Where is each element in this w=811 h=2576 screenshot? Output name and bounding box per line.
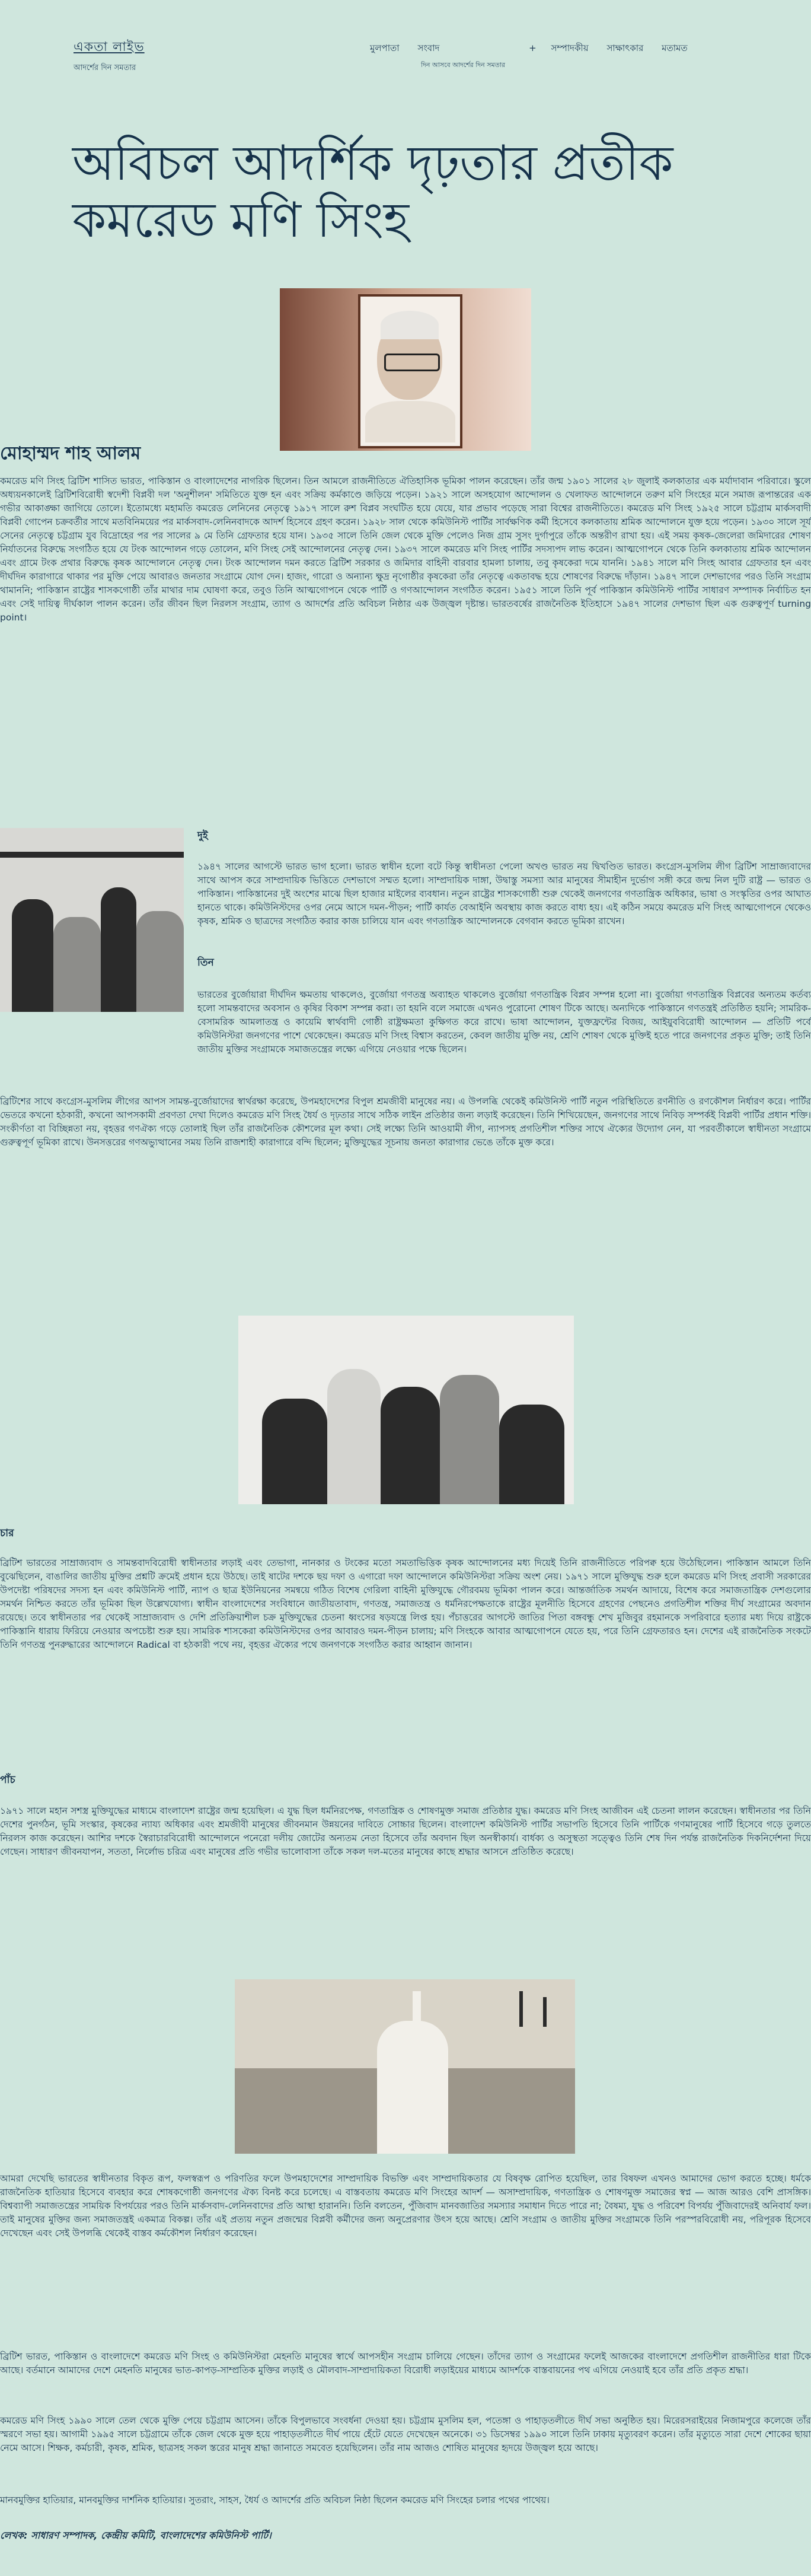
nav-item-opinion[interactable]: মতামত [662, 43, 688, 53]
site-logo[interactable]: একতা লাইভ [74, 40, 145, 55]
section-5-body-cont-3: কমরেড মণি সিংহ ১৯৯০ সালে তেল থেকে মুক্তি পেয়ে চট্টগ্রাম আসেন। তাঁকে বিপুলভাবে সংবর্ধনা দেওয়া হয়। চট্টগ্রাম মুসলিম হল, পতেঙ্গা ও পাহাড়তলীতে দীর্ঘ সভা অনুষ্ঠিত হয়। মিরেরসরাইয়ের নিজামপুরে কলেজে তাঁর স্মরণে সভা হয়। আগামী ১৯৯৫ সালে চট্টগ্রামে তাঁকে জেল থেকে মুক্ত হয়ে পাহাড়তলীতে দীর্ঘ পায়ে হেঁটে যেতে দেখেছেন অনেকে। ৩১ ডিসেম্বর ১৯৯০ সালে তিনি ঢাকায় মৃত্যুবরণ করেন। তাঁর মৃত্যুতে সারা দেশে শোকের ছায়া নেমে আসে। শিক্ষক, কর্মচারী, কৃষক, শ্রমিক, ছাত্রসহ সকল স্তরের মানুষ শ্রদ্ধা জানাতে সমবেত হয়েছিলেন। তাঁর নাম আজও শোষিত মানুষের হৃদয়ে উজ্জ্বল হয়ে আছে। [0, 2415, 811, 2453]
closing-paragraph: মানবমুক্তির হাতিয়ার, মানবমুক্তির দার্শনিক হাতিয়ার। সুতরাং, সাহস, ধৈর্য ও আদর্শের প্রতি অবিচল নিষ্ঠা ছিলেন কমরেড মণি সিংহের চলার পথের পাথেয়। [0, 2495, 550, 2505]
portrait-image [280, 288, 531, 451]
author-byline: লেখক: সাধারণ সম্পাদক, কেন্দ্রীয় কমিটি, বাংলাদেশের কমিউনিস্ট পার্টি। [0, 2530, 272, 2541]
section-heading-4: চার [0, 1527, 14, 1539]
nav-item-editorial[interactable]: সম্পাদকীয় [551, 43, 589, 53]
nav-item-home[interactable]: মুলপাতা [370, 43, 400, 53]
article-author: মোহাম্মদ শাহ আলম [0, 443, 141, 464]
section-3-body-cont: ব্রিটিশের সাথে কংগ্রেস-মুসলিম লীগের আপস সামন্ত-বুর্জোয়াদের স্বার্থরক্ষা করেছে, উপমহাদেশের বিপুল শ্রমজীবী মানুষের নয়। এ উপলব্ধি থেকেই কমিউনিস্ট পার্টি নতুন পরিস্থিতিতে রণনীতি ও রণকৌশল নির্ধারণ করে। পার্টির ভেতরে কখনো হঠকারী, কখনো আপসকামী প্রবণতা দেখা দিলেও কমরেড মণি সিংহ ধৈর্য ও দৃঢ়তার সাথে সঠিক লাইন প্রতিষ্ঠার জন্য লড়াই করেছেন। তিনি শিখিয়েছেন, জনগণের সাথে নিবিড় সম্পর্কই বিপ্লবী পার্টির প্রধান শক্তি। সংকীর্ণতা বা বিচ্ছিন্নতা নয়, বৃহত্তর গণঐক্য গড়ে তোলাই ছিল তাঁর রাজনৈতিক কৌশলের মূল কথা। সেই লক্ষ্যে তিনি আওয়ামী লীগ, ন্যাপসহ প্রগতিশীল শক্তির সাথে ঐক্যের উদ্যোগ নেন, যা পরবর্তীকালে স্বাধীনতা সংগ্রামে গুরুত্বপূর্ণ ভূমিকা রাখে। উনসত্তরের গণঅভ্যুত্থানের সময় তিনি রাজশাহী কারাগারে বন্দি ছিলেন; মুক্তিযুদ্ধের সূচনায় জনতা কারাগার ভেঙে তাঁকে মুক্ত করে। [0, 1096, 811, 1148]
section-5-body-cont: আমরা দেখেছি ভারতের স্বাধীনতার বিকৃত রূপ, ফলস্বরূপ ও পরিণতির ফলে উপমহাদেশের সাম্প্রদায়িক বিভক্তি এবং সাম্প্রদায়িকতার যে বিষবৃক্ষ রোপিত হয়েছিল, তার বিষফল এখনও আমাদের ভোগ করতে হচ্ছে। ধর্মকে রাজনৈতিক হাতিয়ার হিসেবে ব্যবহার করে শোষকগোষ্ঠী জনগণের ঐক্য বিনষ্ট করে চলেছে। এ বাস্তবতায় কমরেড মণি সিংহের আদর্শ — অসাম্প্রদায়িক, গণতান্ত্রিক ও শোষণমুক্ত সমাজের স্বপ্ন — আজ আরও বেশি প্রাসঙ্গিক। বিশ্বব্যাপী সমাজতন্ত্রের সাময়িক বিপর্যয়ের পরও তিনি মার্কসবাদ-লেনিনবাদের প্রতি আস্থা হারাননি। তিনি বলতেন, পুঁজিবাদ মানবজাতির সমস্যার সমাধান দিতে পারে না; বৈষম্য, যুদ্ধ ও পরিবেশ বিপর্যয় পুঁজিবাদেরই অনিবার্য ফল। তাই মানুষের মুক্তির জন্য সমাজতন্ত্রই একমাত্র বিকল্প। তাঁর এই প্রত্যয় নতুন প্রজন্মের বিপ্লবী কর্মীদের জন্য অনুপ্রেরণার উৎস হয়ে আছে। শ্রেণি সংগ্রাম ও জাতীয় মুক্তির সংগ্রামকে তিনি পরস্পরবিরোধী নয়, পরিপূরক হিসেবে দেখেছেন এবং সেই উপলব্ধি থেকেই বাস্তব কর্মকৌশল নির্ধারণ করেছেন। [0, 2173, 811, 2239]
section-5-body-cont-2: ব্রিটিশ ভারত, পাকিস্তান ও বাংলাদেশে কমরেড মণি সিংহ ও কমিউনিস্টরা মেহনতি মানুষের স্বার্থে আপসহীন সংগ্রাম চালিয়ে গেছেন। তাঁদের ত্যাগ ও সংগ্রামের ফলেই আজকের বাংলাদেশে প্রগতিশীল রাজনীতির ধারা টিকে আছে। বর্তমানে আমাদের দেশে মেহনতি মানুষের ভাত-কাপড়-সাম্প্রতিক মুক্তির লড়াই ও মৌলবাদ-সাম্প্রদায়িকতা বিরোধী লড়াইয়ের মাধ্যমে আদর্শকে বাস্তবায়নের পথ এগিয়ে নেওয়াই হবে তাঁর প্রতি প্রকৃত শ্রদ্ধা। [0, 2351, 811, 2376]
section-4-body: ব্রিটিশ ভারতের সাম্রাজ্যবাদ ও সামন্তবাদবিরোধী স্বাধীনতার লড়াই এবং তেভাগা, নানকার ও টংকের মতো সমতাভিত্তিক কৃষক আন্দোলনের মধ্য দিয়েই তিনি রাজনীতিতে পরিপক্ব হয়ে উঠেছিলেন। পাকিস্তান আমলে তিনি বুঝেছিলেন, বাঙালির জাতীয় মুক্তির প্রশ্নটি ক্রমেই প্রধান হয়ে উঠছে। তাই ষাটের দশকে ছয় দফা ও এগারো দফা আন্দোলনে কমিউনিস্টরা সক্রিয় অংশ নেয়। ১৯৭১ সালে মুক্তিযুদ্ধ শুরু হলে কমরেড মণি সিংহ প্রবাসী সরকারের উপদেষ্টা পরিষদের সদস্য হন এবং কমিউনিস্ট পার্টি, ন্যাপ ও ছাত্র ইউনিয়নের সমন্বয়ে গঠিত বিশেষ গেরিলা বাহিনী মুক্তিযুদ্ধে গৌরবময় ভূমিকা পালন করে। আন্তর্জাতিক সমর্থন আদায়ে, বিশেষ করে সমাজতান্ত্রিক দেশগুলোর সমর্থন নিশ্চিত করতে তাঁর ভূমিকা ছিল উল্লেখযোগ্য। স্বাধীন বাংলাদেশের সংবিধানে জাতীয়তাবাদ, গণতন্ত্র, সমাজতন্ত্র ও ধর্মনিরপেক্ষতাকে রাষ্ট্রের মূলনীতি হিসেবে গ্রহণের পেছনেও প্রগতিশীল শক্তির দীর্ঘ সংগ্রামের অবদান রয়েছে। তবে স্বাধীনতার পর থেকেই সাম্রাজ্যবাদ ও দেশি প্রতিক্রিয়াশীল চক্র মুক্তিযুদ্ধের চেতনা ধ্বংসের ষড়যন্ত্রে লিপ্ত হয়। পঁচাত্তরের আগস্টে জাতির পিতা বঙ্গবন্ধু শেখ মুজিবুর রহমানকে সপরিবারে হত্যার মধ্য দিয়ে রাষ্ট্রকে পাকিস্তানি ধারায় ফিরিয়ে নেওয়ার অপচেষ্টা শুরু হয়। সামরিক শাসকেরা কমিউনিস্টদের ওপর আবারও দমন-পীড়ন চালায়; মণি সিংহকে আবার আত্মগোপনে যেতে হয়, পরে তিনি গ্রেফতারও হন। দেশের এই রাজনৈতিক সংকটে তিনি গণতন্ত্র পুনরুদ্ধারের আন্দোলনে Radical বা হঠকারী পথে নয়, বৃহত্তর ঐক্যের পথে জনগণকে সংগঠিত করার আহ্বান জানান। [0, 1558, 811, 1650]
masthead [74, 37, 145, 75]
meeting-photo [238, 1316, 574, 1504]
article-title: অবিচল আদর্শিক দৃঢ়তার প্রতীক কমরেড মণি সিংহ [72, 135, 673, 249]
section-2-body: ১৯৪৭ সালের আগস্টে ভারত ভাগ হলো। ভারত স্বাধীন হলো বটে কিন্তু স্বাধীনতা পেলো অখণ্ড ভারত নয় দ্বিখণ্ডিত ভারত। কংগ্রেস-মুসলিম লীগ ব্রিটিশ সাম্রাজ্যবাদের সাথে আপস করে সাম্প্রদায়িক ভিত্তিতে দেশভাগে সম্মত হলো। সাম্প্রদায়িক দাঙ্গা, উদ্বাস্তু সমস্যা আর মানুষের সীমাহীন দুর্ভোগ সঙ্গী করে জন্ম নিল দুটি রাষ্ট্র — ভারত ও পাকিস্তান। পাকিস্তানের দুই অংশের মাঝে ছিল হাজার মাইলের ব্যবধান। নতুন রাষ্ট্রের শাসকগোষ্ঠী শুরু থেকেই জনগণের গণতান্ত্রিক অধিকার, ভাষা ও সংস্কৃতির ওপর আঘাত হানতে থাকে। কমিউনিস্টদের ওপর নেমে আসে দমন-পীড়ন; পার্টি কার্যত বেআইনি অবস্থায় কাজ করতে বাধ্য হয়। এই কঠিন সময়ে কমরেড মণি সিংহ আত্মগোপনে থেকেও কৃষক, শ্রমিক ও ছাত্রদের সংগঠিত করার কাজ চালিয়ে যান এবং গণতান্ত্রিক আন্দোলনকে বেগবান করতে ভূমিকা রাখেন। [197, 861, 811, 926]
section-heading-5: পাঁচ [0, 1774, 15, 1786]
section-heading-2: দুই [197, 830, 208, 842]
nav-item-interview[interactable]: সাক্ষাৎকার [606, 43, 644, 53]
intro-paragraph: কমরেড মণি সিংহ ব্রিটিশ শাসিত ভারত, পাকিস্তান ও বাংলাদেশের নাগরিক ছিলেন। তিন আমলে রাজনীতিতে ঐতিহাসিক ভূমিকা পালন করেছেন। তাঁর জন্ম ১৯০১ সালের ২৮ জুলাই কলকাতার এক মর্যাদাবান পরিবারে। স্কুলে অধ্যয়নকালেই ব্রিটিশবিরোধী স্বদেশী বিপ্লবী দল 'অনুশীলন' সমিতিতে যুক্ত হন এবং সক্রিয় কর্মকাণ্ডে জড়িয়ে পড়েন। ১৯২১ সালে অসহযোগ আন্দোলন ও খেলাফত আন্দোলনে তরুণ মণি সিংহের মনে সমাজ রূপান্তরের এক গভীর আকাঙ্ক্ষা জাগিয়ে তোলে। ইতোমধ্যে মহামতি কমরেড লেনিনের নেতৃত্বে ১৯১৭ সালে রুশ বিপ্লব সংঘটিত হয়ে যেয়ে, যার প্রভাব পড়েছে সারা বিশ্বের রাজনীতিতে। কমরেড মণি সিংহ ১৯২৫ সালে চট্টগ্রাম মার্কসবাদী বিপ্লবী গোপেন চক্রবর্তীর সাথে মতবিনিময়ের পর মার্কসবাদ-লেনিনবাদকে আদর্শ হিসেবে গ্রহণ করেন। ১৯২৮ সাল থেকে কমিউনিস্ট পার্টির সার্বক্ষণিক কর্মী হিসেবে কলকাতায় শ্রমিক আন্দোলনে যুক্ত হয়ে পড়েন। ১৯৩০ সালে সূর্য সেনের নেতৃত্বে চট্টগ্রাম যুব বিদ্রোহের পর পর সালের ৯ মে তিনি গ্রেফতার হয়ে যান। ১৯৩৫ সালে তিনি জেল থেকে মুক্তি পেলেও নিজ গ্রাম সুসং দুর্গাপুরে তাঁকে অন্তরীণ রাখা হয়। এই সময় কৃষক-জেলেরা জমিদারের শোষণ নির্যাতনের বিরুদ্ধে সংগঠিত হয়ে যে টংক আন্দোলন গড়ে তোলেন, মণি সিংহ সেই আন্দোলনের নেতৃত্ব দেন। ১৯৩৭ সালে কমরেড মণি সিংহ পার্টির সদস্যপদ লাভ করেন। আত্মগোপনে থেকে তিনি কলকাতায় শ্রমিক আন্দোলন এবং গ্রামে টংক প্রথার বিরুদ্ধে কৃষক আন্দোলনে নেতৃত্ব দেন। টংক আন্দোলন দমন করতে ব্রিটিশ সরকার ও জমিদার বাহিনী বারবার হামলা চালায়, তবু কৃষকেরা দমে যাননি। ১৯৪১ সালে মণি সিংহ আবার গ্রেফতার হন এবং দীর্ঘদিন কারাগারে থাকার পর মুক্তি পেয়ে আবারও জনতার সংগ্রামে যোগ দেন। হাজং, গারো ও অন্যান্য ক্ষুদ্র নৃগোষ্ঠীর কৃষকেরা তাঁর নেতৃত্বে একতাবদ্ধ হয়ে শোষণের বিরুদ্ধে দাঁড়ান। ১৯৪৭ সালে দেশভাগের পরও তিনি সংগ্রাম থামাননি; পাকিস্তান রাষ্ট্রের শাসকগোষ্ঠী তাঁর মাথার দাম ঘোষণা করে, তবুও তিনি আত্মগোপনে থেকে পার্টি ও গণআন্দোলন সংগঠিত করেন। ১৯৫১ সালে তিনি পূর্ব পাকিস্তান কমিউনিস্ট পার্টির সাধারণ সম্পাদক নির্বাচিত হন এবং সেই দায়িত্ব দীর্ঘকাল পালন করেন। তাঁর জীবন ছিল নিরলস সংগ্রাম, ত্যাগ ও আদর্শের প্রতি অবিচল নিষ্ঠার এক উজ্জ্বল দৃষ্টান্ত। ভারতবর্ষের রাজনৈতিক ইতিহাসে ১৯৪৭ সালের দেশভাগ ছিল এক গুরুত্বপূর্ণ turning point। [0, 476, 811, 623]
site-tagline: আদর্শের দিন সমতার [74, 63, 136, 72]
rally-photo [0, 828, 184, 1012]
section-3-body: ভারতের বুর্জোয়ারা দীর্ঘদিন ক্ষমতায় থাকলেও, বুর্জোয়া গণতন্ত্র অব্যাহত থাকলেও বুর্জোয়া গণতান্ত্রিক বিপ্লব সম্পন্ন হলো না। বুর্জোয়া গণতান্ত্রিক বিপ্লবের অন্যতম কর্তব্য হলো সামন্তবাদের অবসান ও কৃষির বিকাশ সম্পন্ন করা। তা হয়নি বলে সমাজে এখনও পুরোনো শোষণ টিকে আছে। অন্যদিকে পাকিস্তানে গণতন্ত্রই প্রতিষ্ঠিত হয়নি; সামরিক-বেসামরিক আমলাতন্ত্র ও কায়েমি স্বার্থবাদী গোষ্ঠী রাষ্ট্রক্ষমতা কুক্ষিগত করে রাখে। ভাষা আন্দোলন, যুক্তফ্রন্টের বিজয়, আইয়ুববিরোধী আন্দোলন — প্রতিটি পর্বে কমিউনিস্টরা জনগণের পাশে থেকেছেন। কমরেড মণি সিংহ বিশ্বাস করতেন, কেবল জাতীয় মুক্তি নয়, শ্রেণি শোষণ থেকে মুক্তিই হতে পারে জনগণের প্রকৃত মুক্তি; তাই তিনি জাতীয় মুক্তির সংগ্রামকে সমাজতন্ত্রের লক্ষ্যে এগিয়ে নেওয়ার পক্ষে ছিলেন। [197, 989, 811, 1055]
section-heading-3: তিন [197, 957, 214, 969]
nav-subtitle: দিন আসবে আদর্শের দিন সমতার [421, 61, 506, 69]
top-navigation [370, 42, 703, 71]
speech-photo [235, 1979, 575, 2154]
nav-item-more[interactable]: + [529, 43, 537, 53]
section-5-body: ১৯৭১ সালে মহান সশস্ত্র মুক্তিযুদ্ধের মাধ্যমে বাংলাদেশ রাষ্ট্রের জন্ম হয়েছিল। এ যুদ্ধ ছিল ধর্মনিরপেক্ষ, গণতান্ত্রিক ও শোষণমুক্ত সমাজ প্রতিষ্ঠার যুদ্ধ। কমরেড মণি সিংহ আজীবন এই চেতনা লালন করেছেন। স্বাধীনতার পর তিনি দেশের পুনর্গঠন, ভূমি সংস্কার, কৃষকের ন্যায্য অধিকার এবং শ্রমজীবী মানুষের জীবনমান উন্নয়নের দাবিতে সোচ্চার ছিলেন। বাংলাদেশ কমিউনিস্ট পার্টির সভাপতি হিসেবে তিনি পার্টিকে গণমানুষের পার্টি হিসেবে গড়ে তুলতে নিরলস কাজ করেছেন। আশির দশকে স্বৈরাচারবিরোধী আন্দোলনে পনেরো দলীয় জোটের অন্যতম নেতা হিসেবে তাঁর অবদান ছিল অনস্বীকার্য। বার্ধক্য ও অসুস্থতা সত্ত্বেও তিনি শেষ দিন পর্যন্ত রাজনৈতিক দিকনির্দেশনা দিয়ে গেছেন। সাধারণ জীবনযাপন, সততা, নির্লোভ চরিত্র এবং মানুষের প্রতি গভীর ভালোবাসা তাঁকে সকল দল-মতের মানুষের কাছে শ্রদ্ধার আসনে প্রতিষ্ঠিত করেছে। [0, 1806, 811, 1857]
nav-item-news[interactable]: সংবাদ [417, 43, 440, 53]
